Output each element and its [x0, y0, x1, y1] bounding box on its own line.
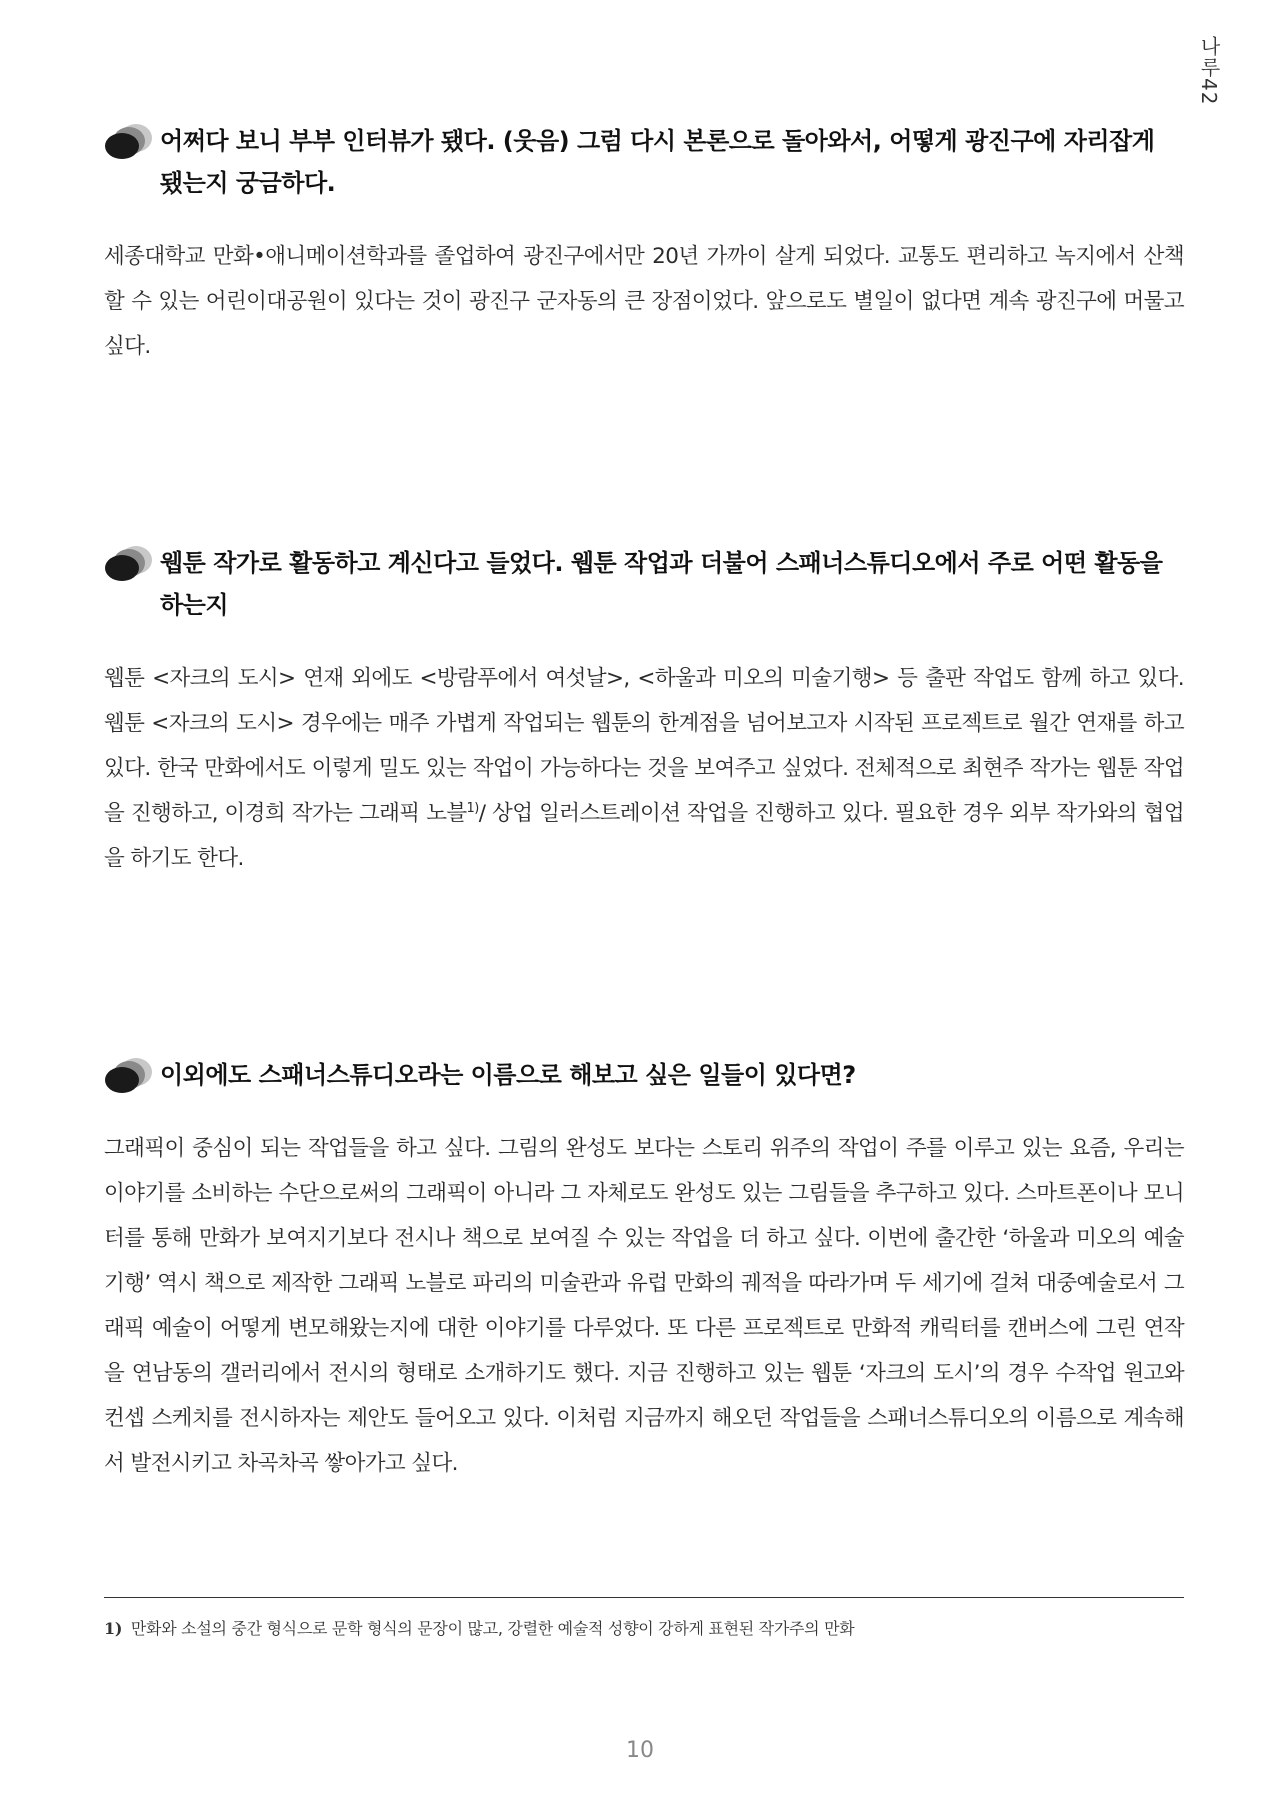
- overlapping-circles-icon: [104, 120, 156, 164]
- answer-text: 그래픽이 중심이 되는 작업들을 하고 싶다. 그림의 완성도 보다는 스토리 위주의 작업이 주를 이루고 있는 요즘, 우리는 이야기를 소비하는 수단으로써의 그래픽이 아니라 그 자체로도 완성도 있는 그림들을 추구하고 있다. 스마트폰이나 모니터를 통해 만화가 보여지기보다 전시나 책으로 보여질 수 있는 작업을 더 하고 싶다. 이번에 출간한 ‘하울과 미오의 예술기행’ 역시 책으로 제작한 그래픽 노블로 파리의 미술관과 유럽 만화의 궤적을 따라가며 두 세기에 걸쳐 대중예술로서 그래픽 예술이 어떻게 변모해왔는지에 대한 이야기를 다루었다. 또 다른 프로젝트로 만화적 캐릭터를 캔버스에 그린 연작을 연남동의 갤러리에서 전시의 형태로 소개하기도 했다. 지금 진행하고 있는 웹툰 ‘자크의 도시’의 경우 수작업 원고와 컨셉 스케치를 전시하자는 제안도 들어오고 있다. 이처럼 지금까지 해오던 작업들을 스패너스튜디오의 이름으로 계속해서 발전시키고 차곡차곡 쌓아가고 싶다.: [104, 1136, 1184, 1476]
- question-text: 웹툰 작가로 활동하고 계신다고 들었다. 웹툰 작업과 더불어 스패너스튜디오에서 주로 어떤 활동을 하는지: [160, 549, 1163, 619]
- footnote-marker: 1): [104, 1619, 123, 1638]
- question-text: 이외에도 스패너스튜디오라는 이름으로 해보고 싶은 일들이 있다면?: [160, 1061, 856, 1089]
- qa-section-1: [104, 120, 1184, 369]
- footnote-reference[interactable]: 1): [466, 800, 479, 816]
- question-text: 어쩌다 보니 부부 인터뷰가 됐다. (웃음) 그럼 다시 본론으로 돌아와서, 어떻게 광진구에 자리잡게 됐는지 궁금하다.: [160, 127, 1155, 197]
- footnote-text: 만화와 소설의 중간 형식으로 문학 형식의 문장이 많고, 강렬한 예술적 성향이 강하게 표현된 작가주의 만화: [130, 1619, 855, 1638]
- footnote-divider: [104, 1597, 1184, 1598]
- footnote: [104, 1616, 854, 1639]
- answer-text: 웹툰 <자크의 도시> 연재 외에도 <방람푸에서 여섯날>, <하울과 미오의 미술기행> 등 출판 작업도 함께 하고 있다. 웹툰 <자크의 도시> 경우에는 매주 가볍게 작업되는 웹툰의 한계점을 넘어보고자 시작된 프로젝트로 월간 연재를 하고 있다. 한국 만화에서도 이렇게 밀도 있는 작업이 가능하다는 것을 보여주고 싶었다. 전체적으로 최현주 작가는 웹툰 작업을 진행하고, 이경희 작가는 그래픽 노블: [104, 666, 1184, 826]
- qa-section-3: [104, 1054, 1184, 1486]
- magazine-side-label: 나루42: [1197, 36, 1221, 106]
- question-heading: [104, 120, 1184, 204]
- overlapping-circles-icon: [104, 542, 156, 586]
- question-heading: [104, 542, 1184, 626]
- answer-text: 세종대학교 만화•애니메이션학과를 졸업하여 광진구에서만 20년 가까이 살게 되었다. 교통도 편리하고 녹지에서 산책할 수 있는 어린이대공원이 있다는 것이 광진구 군자동의 큰 장점이었다. 앞으로도 별일이 없다면 계속 광진구에 머물고 싶다.: [104, 244, 1184, 359]
- page-number: 10: [626, 1738, 654, 1763]
- overlapping-circles-icon: [104, 1054, 156, 1098]
- answer-paragraph: [104, 1126, 1184, 1486]
- answer-paragraph: [104, 656, 1184, 881]
- qa-section-2: [104, 542, 1184, 881]
- answer-text-continued: / 상업 일러스트레이션 작업을 진행하고 있다. 필요한 경우 외부 작가와의 협업을 하기도 한다.: [104, 801, 1184, 871]
- answer-paragraph: [104, 234, 1184, 369]
- question-heading: [104, 1054, 1184, 1096]
